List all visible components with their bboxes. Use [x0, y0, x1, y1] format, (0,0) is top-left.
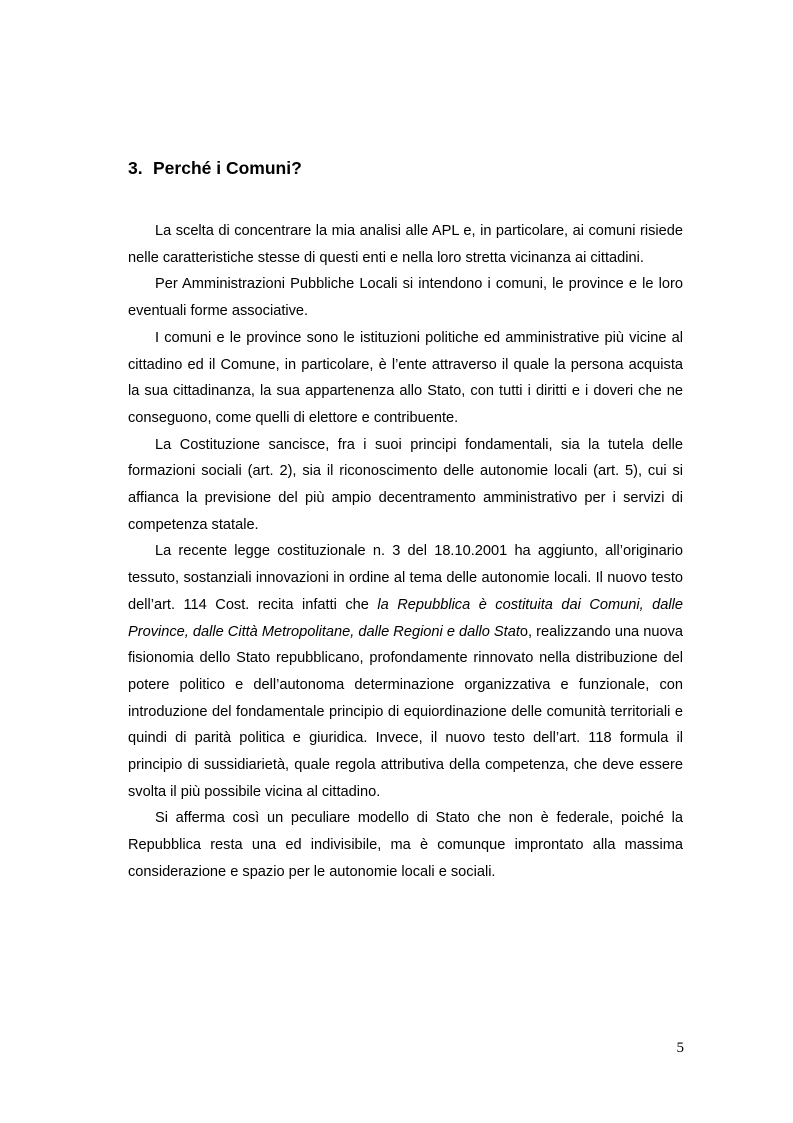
paragraph-5-italic-quote: la Repubblica è costituita dai Comuni, dalle Province, dalle Città Metropolitane, dalle Regioni e dallo Stat [128, 596, 683, 640]
section-title: Perché i Comuni? [153, 158, 302, 178]
section-number: 3. [128, 158, 143, 178]
section-heading [128, 158, 302, 179]
paragraph-1: La scelta di concentrare la mia analisi alle APL e, in particolare, ai comuni risiede nelle caratteristiche stesse di questi enti e nella loro stretta vicinanza ai cittadini. [128, 223, 683, 266]
paragraph-3: I comuni e le province sono le istituzioni politiche ed amministrative più vicine al cittadino ed il Comune, in particolare, è l’ente attraverso il quale la persona acquista la sua cittadinanza, la sua appartenenza allo Stato, con tutti i diritti e i doveri che ne conseguono, come quelli di elettore e contribuente. [128, 329, 683, 426]
paragraph-4: La Costituzione sancisce, fra i suoi principi fondamentali, sia la tutela delle formazioni sociali (art. 2), sia il riconoscimento delle autonomie locali (art. 5), cui si affianca la previsione del più ampio decentramento amministrativo per i servizi di competenza statale. [128, 436, 683, 533]
paragraph-5-text-before: La recente legge costituzionale n. 3 del 18.10.2001 ha aggiunto, all’originario tessuto, sostanziali innovazioni in ordine al tema delle autonomie locali. Il nuovo testo dell’art. 114 Cost. recita infatti che [128, 543, 683, 613]
paragraph-5 [128, 538, 683, 805]
paragraph-5-text-after: o, realizzando una nuova fisionomia dello Stato repubblicano, profondamente rinnovato nella distribuzione del potere politico e dell’autonoma determinazione organizzativa e funzionale, con introduzione del fondamentale principio di equiordinazione delle comunità territoriali e quindi di parità politica e giuridica. Invece, il nuovo testo dell’art. 118 formula il principio di sussidiarietà, quale regola attributiva della competenza, che deve essere svolta il più possibile vicina al cittadino. [128, 623, 683, 800]
page-number: 5 [676, 1040, 684, 1056]
paragraph-2: Per Amministrazioni Pubbliche Locali si intendono i comuni, le province e le loro eventuali forme associative. [128, 276, 683, 320]
body-text [128, 218, 683, 886]
paragraph-6: Si afferma così un peculiare modello di Stato che non è federale, poiché la Repubblica resta una ed indivisibile, ma è comunque improntato alla massima considerazione e spazio per le autonomie locali e sociali. [128, 810, 683, 880]
